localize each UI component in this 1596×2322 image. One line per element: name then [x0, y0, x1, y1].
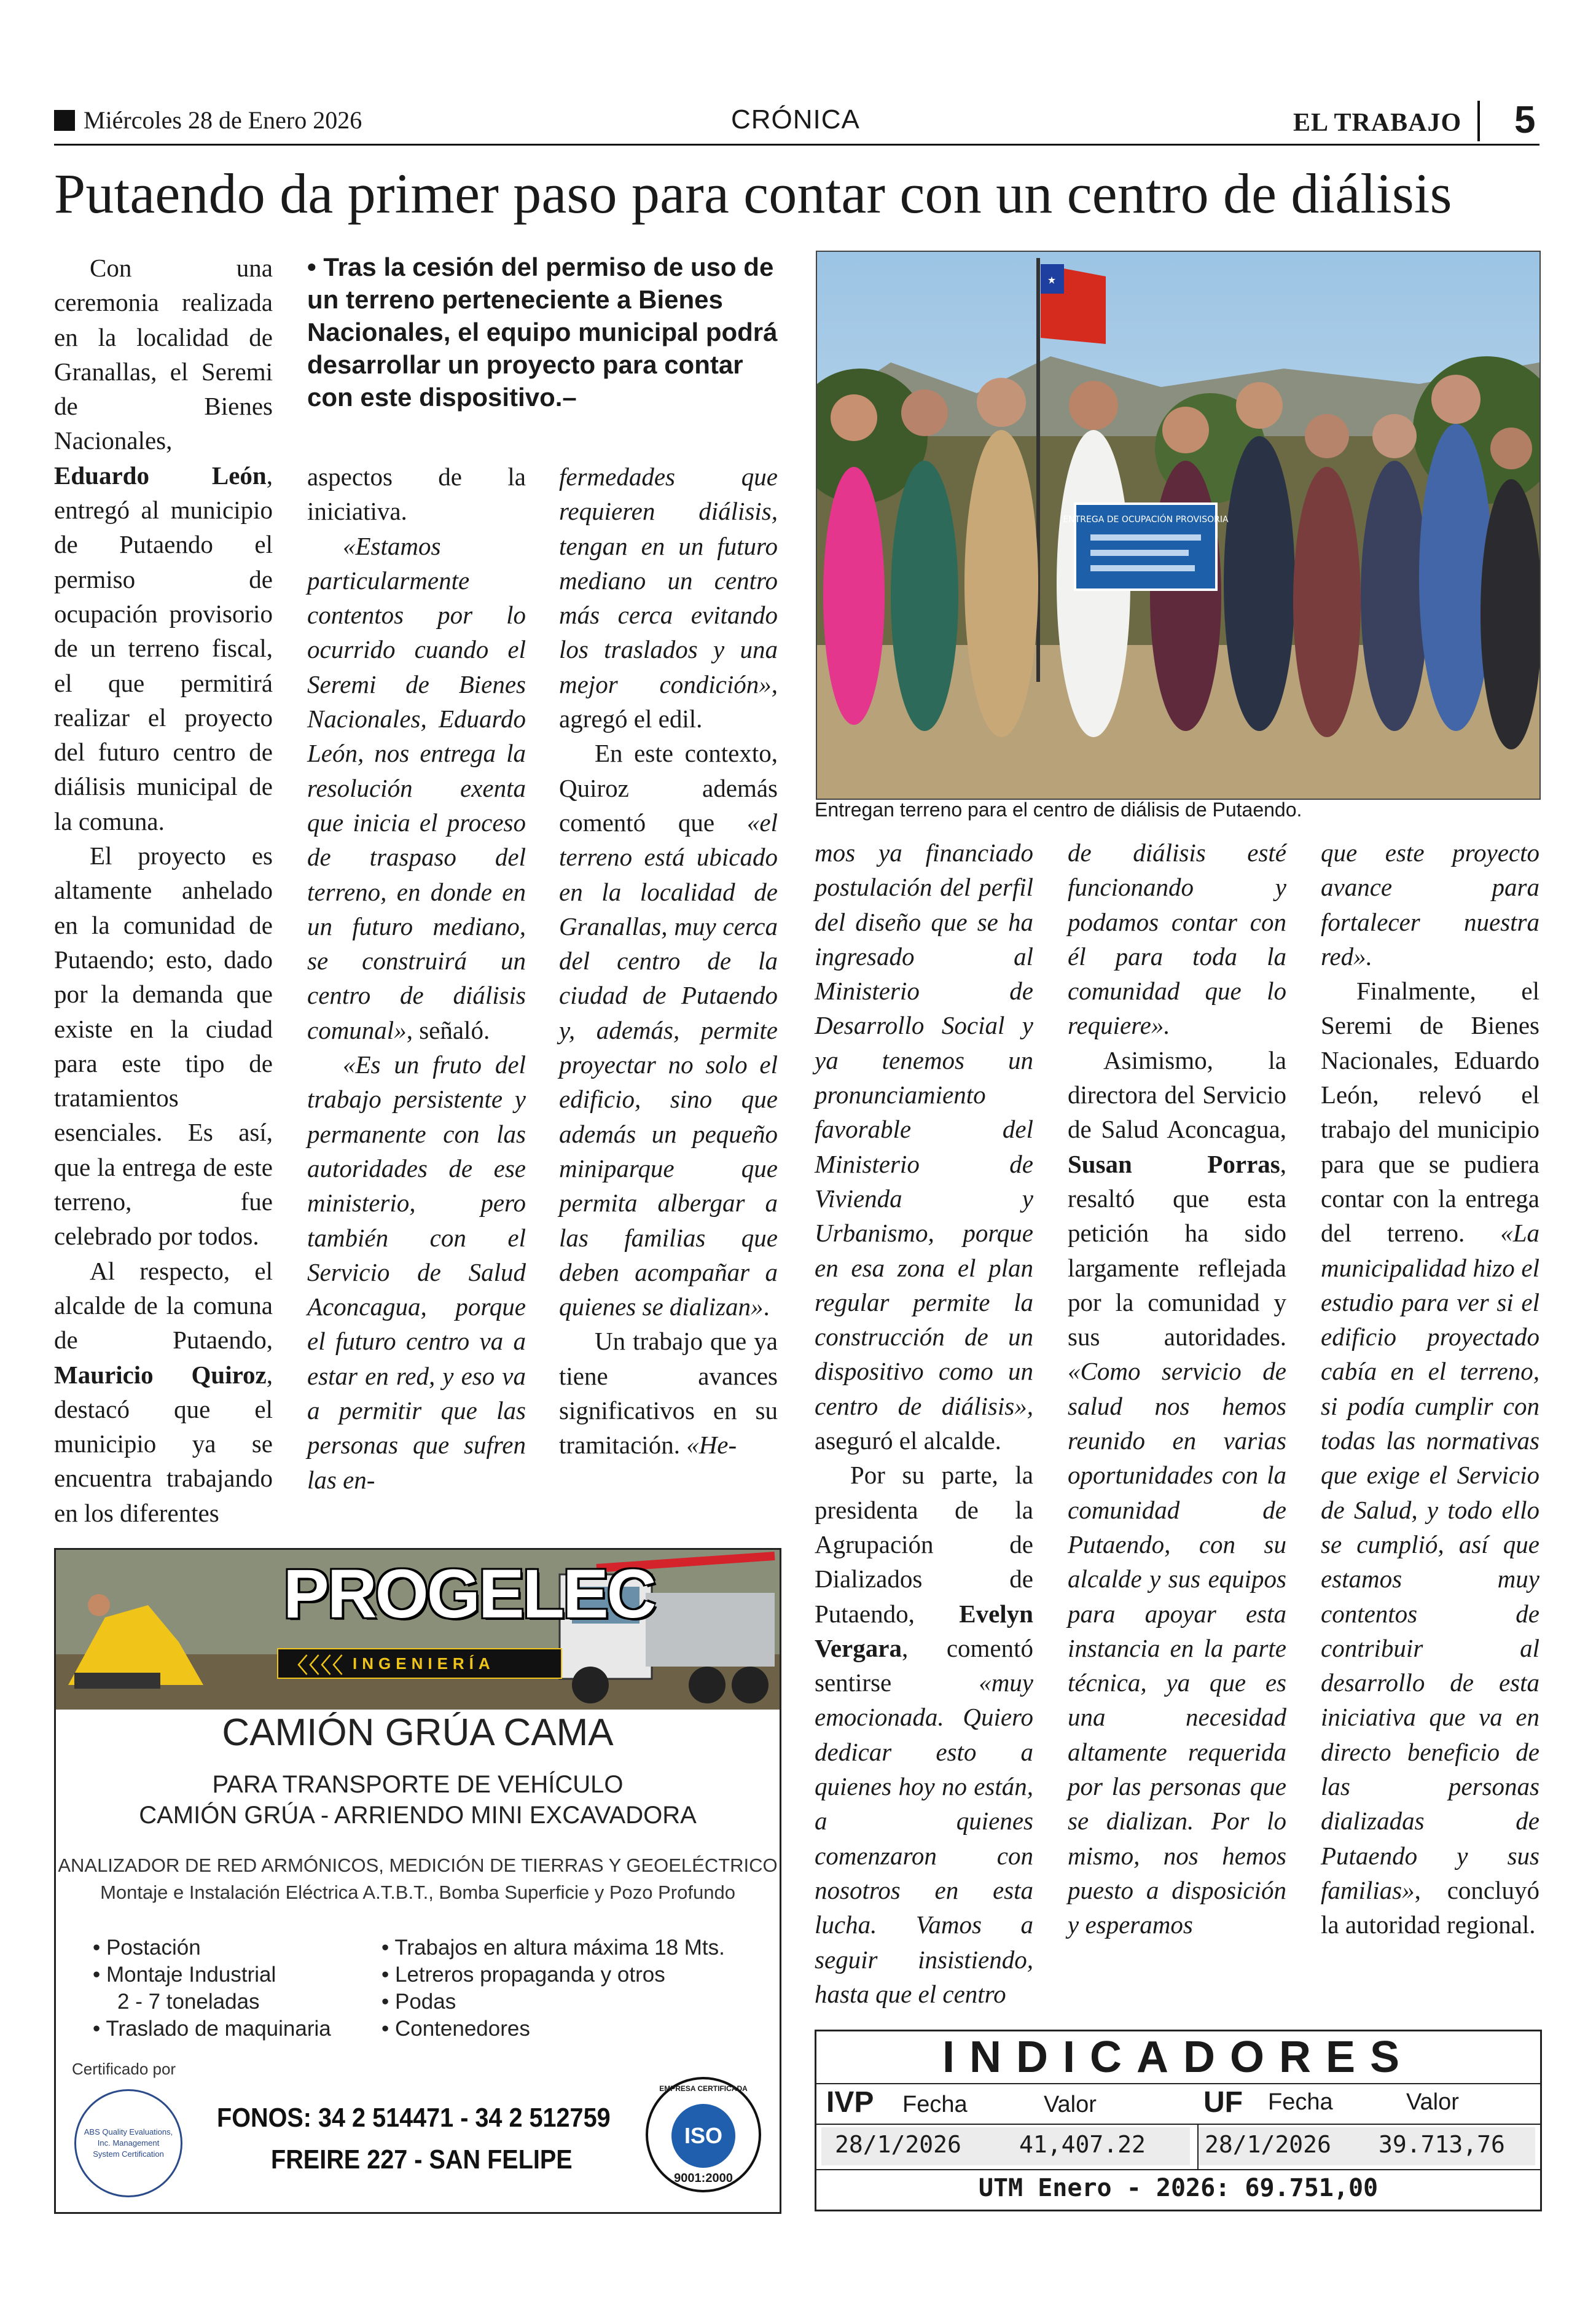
header-divider	[1477, 101, 1480, 141]
uf-value-header: Valor	[1406, 2089, 1459, 2115]
section-name: CRÓNICA	[731, 104, 860, 135]
ad-list-item: • Contenedores	[381, 2017, 530, 2041]
article-column-6: que este proyecto avance para fortalecer nuestra red». Finalmente, el Seremi de Bienes Nacionales, Eduardo León, relevó el trabajo del municipio para que se pudiera contar con la entrega del terreno. «La municipalidad hizo el estudio para ver si el edificio proyectado cabía en el terreno, si podía cumplir con todas las normativas que exige el Servicio de Salud, y todo ello se cumplió, así que estamos muy contentos de contribuir al desarrollo de esta iniciativa que va en directo beneficio de las personas dializadas de Putaendo y sus familias», concluyó la autoridad regional.	[1321, 838, 1539, 1939]
newspaper-name: EL TRABAJO	[1293, 109, 1462, 137]
ad-list-item: • Postación	[93, 1936, 201, 1960]
iso-certification-seal	[646, 2077, 761, 2192]
utm-value: UTM Enero - 2026: 69.751,00	[978, 2174, 1379, 2202]
article-photo	[816, 251, 1541, 800]
page-number: 5	[1514, 99, 1536, 141]
indicators-title: INDICADORES	[816, 2031, 1540, 2084]
article-column-1: Con una ceremonia realizada en la localidad de Granallas, el Seremi de Bienes Nacionales, Eduardo León, entregó al municipio de Putaendo el permiso de ocupación provisorio de un terreno fiscal, el que permitirá realizar el proyecto del futuro centro de diálisis municipal de la comuna. El proyecto es altamente anhelado en la comunidad de Putaendo; esto, dado por la demanda que existe en la ciudad para este tipo de tratamientos esenciales. Es así, que la entrega de este terreno, fue celebrado por todos. Al respecto, el alcalde de la comuna de Putaendo, Mauricio Quiroz, destacó que el municipio ya se encuentra trabajando en los diferentes	[54, 254, 273, 1527]
photo-illustration	[817, 252, 1539, 799]
article-column-2: aspectos de la iniciativa. «Estamos particularmente contentos por lo ocurrido cuando el Seremi de Bienes Nacionales, Eduardo León, nos entrega la resolución exenta que inicia el proceso de traspaso del terreno, en donde en un futuro mediano, se construirá un centro de diálisis comunal», señaló. «Es un fruto del trabajo persistente y permanente con las autoridades de ese ministerio, pero también con el Servicio de Salud Aconcagua, porque el futuro centro va a estar en red, y eso va a permitir que las personas que sufren las en-	[307, 463, 526, 1494]
ivp-label: IVP	[826, 2086, 874, 2119]
page-date	[54, 106, 362, 135]
ad-list-item: • Traslado de maquinaria	[93, 2017, 331, 2041]
uf-label: UF	[1203, 2086, 1243, 2119]
article-lede: • Tras la cesión del permiso de uso de un terreno perteneciente a Bienes Nacionales, el equipo municipal podrá desarrollar un proyecto para contar con este dispositivo.–	[307, 252, 778, 412]
ad-title: CAMIÓN GRÚA CAMA	[222, 1711, 614, 1754]
uf-value: 39.713,76	[1379, 2131, 1505, 2158]
ad-certified-label: Certificado por	[72, 2060, 176, 2078]
ad-list-item: • Podas	[381, 1990, 456, 2014]
uf-date: 28/1/2026	[1205, 2131, 1331, 2158]
ad-list-item: • Trabajos en altura máxima 18 Mts.	[381, 1936, 725, 1960]
ad-list-item: 2 - 7 toneladas	[117, 1990, 260, 2014]
iso-text: ISO	[684, 2123, 722, 2148]
ad-tagline-bar	[277, 1648, 562, 1679]
ad-subtitle-2: CAMIÓN GRÚA - ARRIENDO MINI EXCAVADORA	[139, 1802, 697, 1829]
ivp-value: 41,407.22	[1019, 2131, 1146, 2158]
ad-services-1: ANALIZADOR DE RED ARMÓNICOS, MEDICIÓN DE TIERRAS Y GEOELÉCTRICO	[58, 1855, 778, 1876]
iso-bottom-text: 9001:2000	[674, 2172, 733, 2185]
article-column-4: mos ya financiado postulación del perfil del diseño que se ha ingresado al Ministerio de Desarrollo Social y ya tenemos un pronunciamiento favorable del Ministerio de Vivienda y Urbanismo, porque en esa zona el plan regular permite la construcción de un dispositivo como un centro de diálisis», aseguró el alcalde. Por su parte, la presidenta de la Agrupación de Dializados de Putaendo, Evelyn Vergara, comentó sentirse «muy emocionada. Quiero dedicar esto a quienes hoy no están, a quienes comenzaron con nosotros en esta lucha. Vamos a seguir insistiendo, hasta que el centro	[815, 838, 1033, 2008]
ivp-value-header: Valor	[1044, 2092, 1097, 2117]
abs-seal-text: ABS Quality Evaluations, Inc. Management System Certification	[84, 2127, 173, 2159]
ad-tagline: INGENIERÍA	[353, 1654, 495, 1673]
ad-list-right	[381, 1934, 725, 2043]
headline: Putaendo da primer paso para contar con un centro de diálisis	[54, 162, 1452, 225]
ad-list-item: • Letreros propaganda y otros	[381, 1963, 665, 1987]
ad-list-item: • Montaje Industrial	[93, 1963, 276, 1987]
indicators-bottom-divider	[816, 2169, 1540, 2170]
date-text: Miércoles 28 de Enero 2026	[84, 106, 362, 134]
iso-top-text: EMPRESA CERTIFICADA	[659, 2084, 748, 2093]
photo-caption: Entregan terreno para el centro de diálisis de Putaendo.	[815, 799, 1302, 821]
indicators-box	[815, 2030, 1542, 2211]
indicators-row-divider	[816, 2124, 1540, 2125]
advertisement-progelec	[54, 1548, 781, 2214]
ad-subtitle-1: PARA TRANSPORTE DE VEHÍCULO	[212, 1771, 624, 1798]
ad-list-left	[93, 1934, 331, 2043]
uf-date-header: Fecha	[1268, 2089, 1333, 2115]
indicators-col-divider	[1197, 2124, 1199, 2170]
ad-address: FREIRE 227 - SAN FELIPE	[271, 2144, 573, 2175]
chevron-arrows-icon: 〈〈〈〈	[287, 1654, 344, 1678]
ad-phones: FONOS: 34 2 514471 - 34 2 512759	[217, 2103, 611, 2133]
ivp-date-header: Fecha	[902, 2092, 968, 2117]
sign-title: ENTREGA DE OCUPACIÓN PROVISORIA	[1063, 515, 1229, 525]
ivp-date: 28/1/2026	[835, 2131, 961, 2158]
square-bullet-icon	[54, 110, 75, 131]
article-column-5: de diálisis esté funcionando y podamos contar con él para toda la comunidad que lo requiere». Asimismo, la directora del Servicio de Salud Aconcagua, Susan Porras, resaltó que esta petición ha sido largamente reflejada por la comunidad y sus autoridades. «Como servicio de salud nos hemos reunido en varias oportunidades con la comunidad de Putaendo, con su alcalde y sus equipos para apoyar esta instancia en la parte técnica, ya que es una necesidad altamente requerida por las personas que se dializan. Por lo mismo, nos hemos puesto a disposición y esperamos	[1068, 838, 1286, 1939]
header-rule	[54, 144, 1539, 146]
abs-certification-seal	[74, 2089, 182, 2197]
ad-services-2: Montaje e Instalación Eléctrica A.T.B.T., Bomba Superficie y Pozo Profundo	[100, 1882, 735, 1903]
ad-brand: PROGELEC	[283, 1555, 655, 1632]
article-column-3: fermedades que requieren diálisis, tengan en un futuro mediano un centro más cerca evitando los traslados y una mejor condición», agregó el edil. En este contexto, Quiroz además comentó que «el terreno está ubicado en la localidad de Granallas, muy cerca del centro de la ciudad de Putaendo y, además, permite proyectar no solo el edificio, sino que además un pequeño miniparque que permita albergar a las familias que deben acompañar a quienes se dializan». Un trabajo que ya tiene avances significativos en su tramitación. «He-	[559, 463, 778, 1460]
